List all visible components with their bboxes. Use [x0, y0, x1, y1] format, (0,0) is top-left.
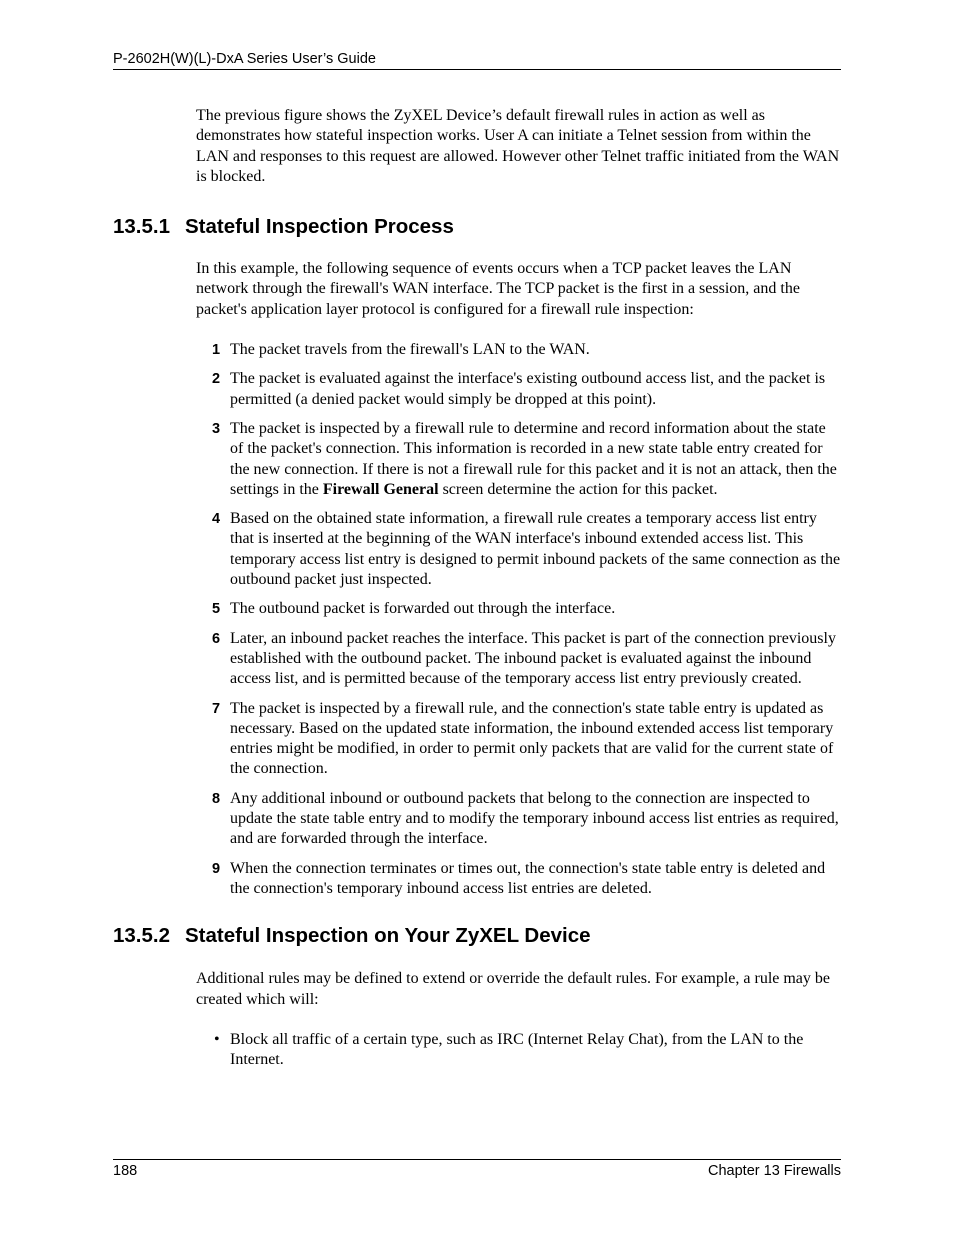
bullet-text: Block all traffic of a certain type, such as IRC (Internet Relay Chat), from the LAN to the Internet. — [230, 1030, 804, 1069]
intro-paragraph: The previous figure shows the ZyXEL Device’s default firewall rules in action as well as demonstrates how stateful inspection works. User A can initiate a Telnet session from within the LAN and responses to this request are allowed. However other Telnet traffic initiated from the WAN is blocked. — [196, 107, 840, 185]
list-item — [212, 699, 841, 780]
step-text: Based on the obtained state information, a firewall rule creates a temporary access list entry that is inserted at the beginning of the WAN interface's inbound extended access list. This temporary access list entry is designed to permit inbound packets of the same connection as the outbound packet just inspected. — [230, 510, 841, 589]
guide-title: P-2602H(W)(L)-DxA Series User’s Guide — [113, 51, 376, 67]
list-item — [212, 340, 841, 360]
step-number: 9 — [212, 860, 221, 877]
bullet-icon: • — [214, 1030, 220, 1048]
rule-bullets — [113, 1030, 841, 1071]
section-number: 13.5.2 — [113, 924, 170, 948]
step-text: When the connection terminates or times out, the connection's state table entry is deleted and the connection's temporary inbound access list entries are deleted. — [230, 859, 826, 897]
section-title: Stateful Inspection on Your ZyXEL Device — [185, 924, 591, 948]
step-text: Any additional inbound or outbound packets that belong to the connection are inspected to update the state table entry and to modify the temporary inbound access list entries as required, and are forwarded through the interface. — [230, 789, 839, 848]
page-content — [113, 106, 841, 1070]
list-item — [212, 789, 841, 850]
step-number: 1 — [212, 342, 221, 359]
step-number: 6 — [212, 630, 221, 647]
section2-intro: Additional rules may be defined to extend or override the default rules. For example, a rule may be created which will: — [196, 970, 831, 1008]
list-item — [212, 629, 841, 690]
step-number: 4 — [212, 511, 221, 528]
chapter-title: Chapter 13 Firewalls — [708, 1163, 841, 1179]
list-item — [212, 419, 841, 500]
section-heading-13-5-1 — [113, 215, 841, 239]
list-item — [214, 1030, 841, 1071]
firewall-general-label: Firewall General — [322, 480, 439, 498]
page-number: 188 — [113, 1163, 138, 1179]
section1-intro: In this example, the following sequence of events occurs when a TCP packet leaves the LAN network through the firewall's WAN interface. The TCP packet is the first in a session, and the packet's application layer protocol is configured for a firewall rule inspection: — [196, 260, 800, 318]
list-item — [212, 859, 841, 900]
step-number: 8 — [212, 790, 221, 807]
section-number: 13.5.1 — [113, 215, 170, 239]
running-footer — [113, 1159, 841, 1179]
step-text: The packet is inspected by a firewall rule to determine and record information about the state of the packet's connection. This information is recorded in a new state table entry created for the new connection. If there is not a firewall rule for this packet and it is not an attack, then the settings in the — [230, 419, 837, 498]
step-text: The packet travels from the firewall's LAN to the WAN. — [230, 341, 590, 359]
step-text-continued: screen determine the action for this packet. — [438, 480, 718, 498]
process-steps — [113, 340, 841, 899]
step-number: 3 — [212, 420, 221, 437]
section-heading-13-5-2 — [113, 924, 841, 948]
step-text: The packet is inspected by a firewall rule, and the connection's state table entry is updated as necessary. Based on the updated state information, the inbound extended access list temporary entries might be modified, in order to permit only packets that are valid for the current state of the connection. — [230, 699, 834, 778]
running-header — [113, 51, 841, 70]
step-number: 2 — [212, 371, 221, 388]
step-text: The outbound packet is forwarded out through the interface. — [230, 600, 616, 618]
list-item — [212, 509, 841, 590]
list-item — [212, 599, 841, 619]
step-number: 5 — [212, 601, 221, 618]
step-number: 7 — [212, 700, 221, 717]
list-item — [212, 369, 841, 410]
section-title: Stateful Inspection Process — [185, 215, 454, 239]
step-text: Later, an inbound packet reaches the interface. This packet is part of the connection previously established with the outbound packet. The inbound packet is evaluated against the inbound access list, and is permitted because of the temporary access list entry previously created. — [230, 629, 836, 688]
step-text: The packet is evaluated against the interface's existing outbound access list, and the packet is permitted (a denied packet would simply be dropped at this point). — [230, 370, 826, 408]
